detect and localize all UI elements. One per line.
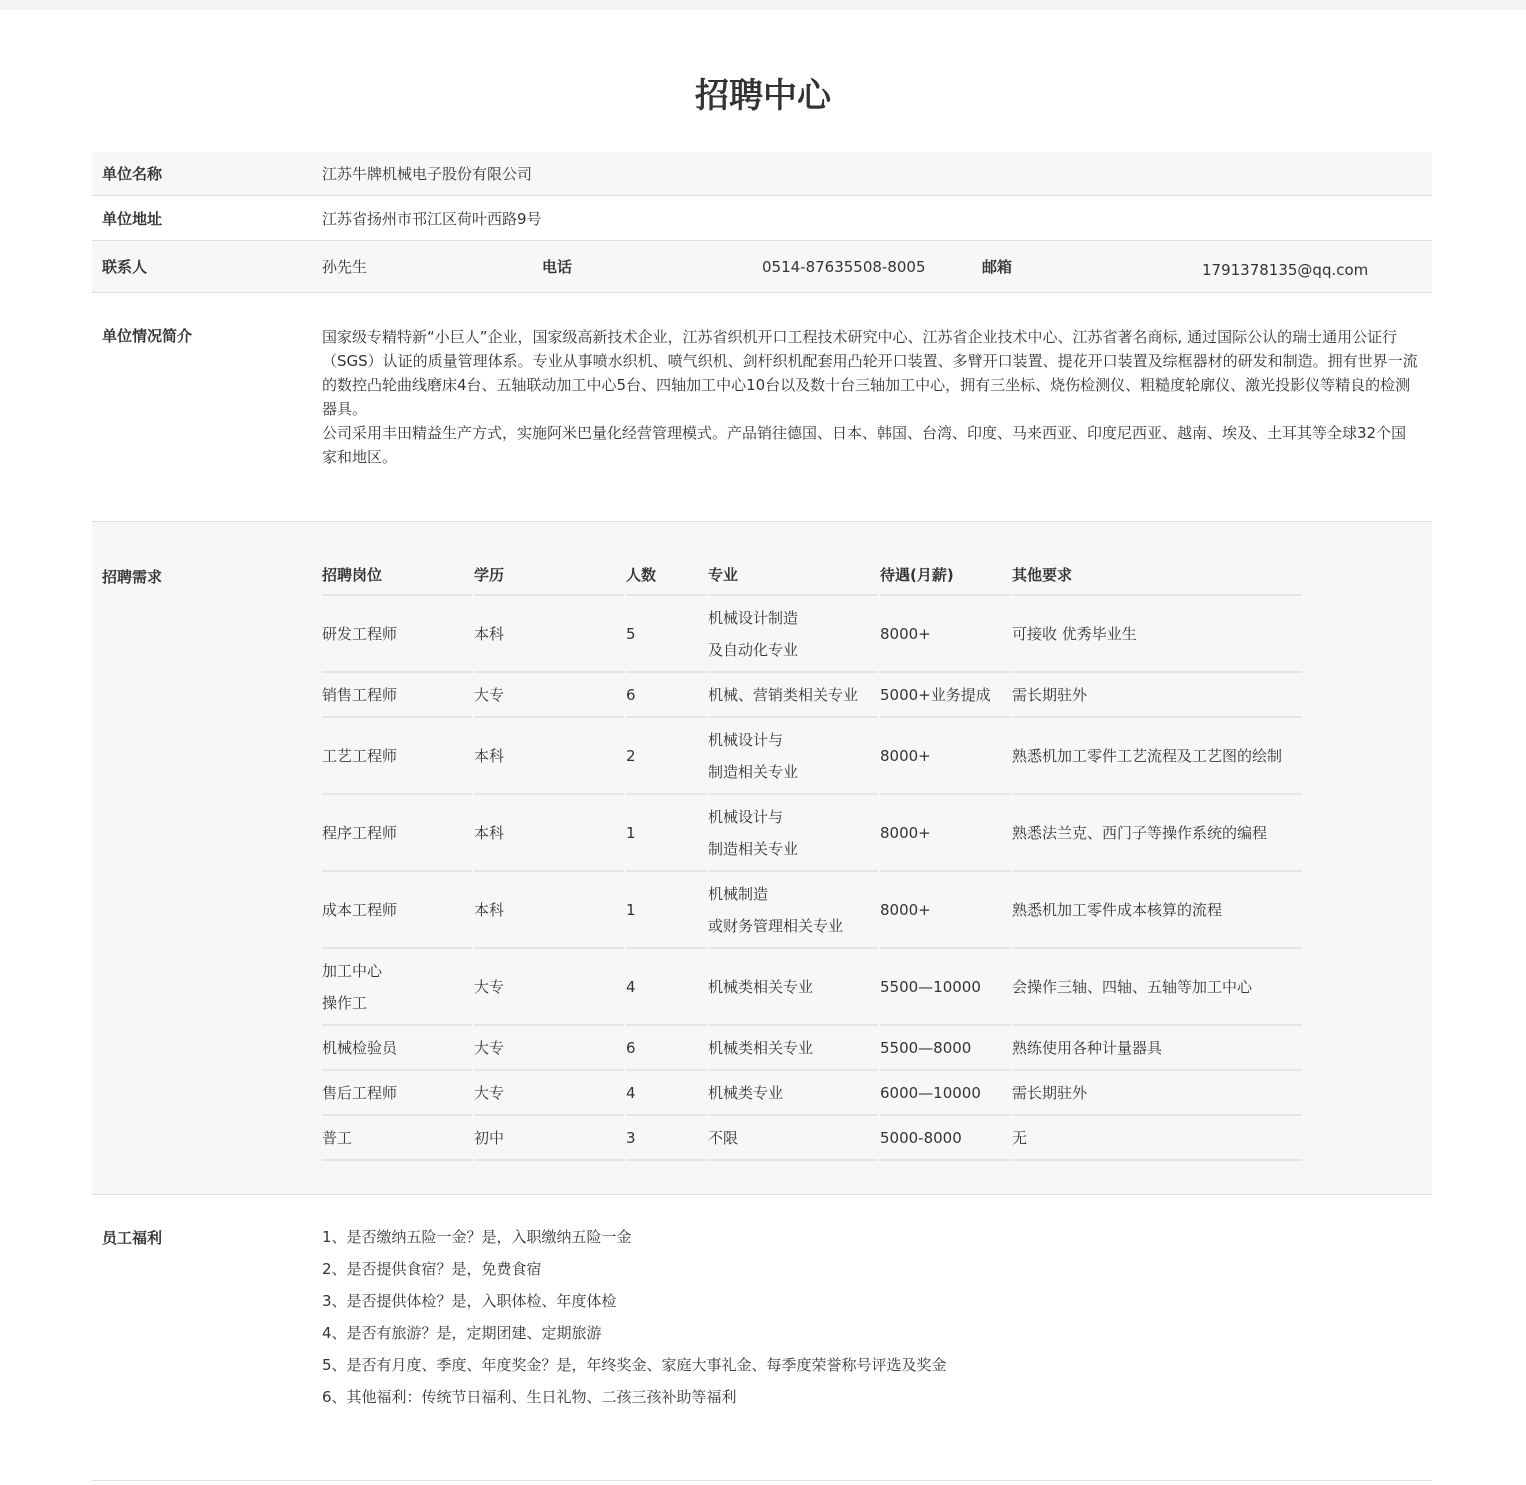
benefit-item: 5、是否有月度、季度、年度奖金？是，年终奖金、家庭大事礼金、每季度荣誉称号评选及奖金 bbox=[322, 1356, 947, 1374]
table-cell: 6 bbox=[626, 1026, 706, 1071]
table-cell: 4 bbox=[626, 1071, 706, 1116]
table-cell: 机械类专业 bbox=[708, 1071, 878, 1116]
table-cell: 5000+业务提成 bbox=[880, 673, 1010, 718]
company-name-row bbox=[92, 152, 1432, 196]
table-cell: 需长期驻外 bbox=[1012, 1071, 1302, 1116]
table-cell: 5500—8000 bbox=[880, 1026, 1010, 1071]
page-title: 招聘中心 bbox=[695, 76, 831, 116]
intro-paragraph: 国家级专精特新“小巨人”企业，国家级高新技术企业，江苏省织机开口工程技术研究中心、江苏省企业技术中心、江苏省著名商标, 通过国际公认的瑞士通用公证行（SGS）认证的质量管理体系。专业从事喷水织机、喷气织机、剑杆织机配套用凸轮开口装置、多臂开口装置、提花开口装置及综框器材的研发和制造。拥有世界一流的数控凸轮曲线磨床4台、五轴联动加工中心5台、四轴加工中心10台以及数十台三轴加工中心，拥有三坐标、烧伤检测仪、粗糙度轮廓仪、激光投影仪等精良的检测器具。 bbox=[322, 328, 1418, 418]
table-cell: 机械类相关专业 bbox=[708, 949, 878, 1026]
recruit-info bbox=[92, 152, 1432, 1481]
recruit-row bbox=[92, 522, 1432, 1195]
table-cell: 研发工程师 bbox=[322, 596, 472, 673]
table-cell: 3 bbox=[626, 1116, 706, 1161]
phone-label: 电话 bbox=[542, 258, 573, 276]
table-cell: 大专 bbox=[474, 1026, 624, 1071]
table-cell: 本科 bbox=[474, 872, 624, 949]
table-cell: 机械设计与 制造相关专业 bbox=[708, 795, 878, 872]
contact-row bbox=[92, 241, 1432, 293]
table-row bbox=[322, 596, 1302, 673]
contact-name: 孙先生 bbox=[322, 258, 368, 276]
table-row bbox=[322, 872, 1302, 949]
table-cell: 大专 bbox=[474, 673, 624, 718]
table-row bbox=[322, 949, 1302, 1026]
table-cell: 大专 bbox=[474, 949, 624, 1026]
benefits-label: 员工福利 bbox=[102, 1229, 163, 1247]
email: 1791378135@qq.com bbox=[1202, 260, 1369, 279]
table-cell: 本科 bbox=[474, 795, 624, 872]
contact-label: 联系人 bbox=[102, 258, 148, 276]
table-row bbox=[322, 1026, 1302, 1071]
table-cell: 售后工程师 bbox=[322, 1071, 472, 1116]
table-row bbox=[322, 1071, 1302, 1116]
table-row bbox=[322, 1116, 1302, 1161]
company-address-label: 单位地址 bbox=[102, 209, 163, 228]
intro-paragraph: 公司采用丰田精益生产方式，实施阿米巴量化经营管理模式。产品销往德国、日本、韩国、台湾、印度、马来西亚、印度尼西亚、越南、埃及、土耳其等全球32个国家和地区。 bbox=[322, 424, 1407, 466]
table-row bbox=[322, 718, 1302, 795]
table-cell: 本科 bbox=[474, 718, 624, 795]
table-cell: 可接收 优秀毕业生 bbox=[1012, 596, 1302, 673]
table-header: 待遇(月薪) bbox=[880, 554, 1010, 596]
benefit-item: 4、是否有旅游？是，定期团建、定期旅游 bbox=[322, 1324, 602, 1342]
table-cell: 5000-8000 bbox=[880, 1116, 1010, 1161]
table-cell: 熟悉机加工零件工艺流程及工艺图的绘制 bbox=[1012, 718, 1302, 795]
benefit-item: 2、是否提供食宿？是，免费食宿 bbox=[322, 1260, 542, 1278]
table-cell: 8000+ bbox=[880, 596, 1010, 673]
benefit-item: 6、其他福利：传统节日福利、生日礼物、二孩三孩补助等福利 bbox=[322, 1388, 737, 1406]
company-address: 江苏省扬州市邗江区荷叶西路9号 bbox=[322, 209, 542, 228]
company-name-label: 单位名称 bbox=[102, 165, 163, 183]
table-cell: 4 bbox=[626, 949, 706, 1026]
email-label: 邮箱 bbox=[982, 258, 1013, 276]
table-cell: 不限 bbox=[708, 1116, 878, 1161]
table-cell: 成本工程师 bbox=[322, 872, 472, 949]
jobs-table bbox=[320, 554, 1304, 1161]
table-cell: 1 bbox=[626, 872, 706, 949]
table-cell: 8000+ bbox=[880, 718, 1010, 795]
table-cell: 6 bbox=[626, 673, 706, 718]
recruit-label: 招聘需求 bbox=[102, 568, 163, 586]
table-header: 学历 bbox=[474, 554, 624, 596]
intro-label: 单位情况简介 bbox=[102, 327, 193, 345]
table-cell: 无 bbox=[1012, 1116, 1302, 1161]
table-cell: 工艺工程师 bbox=[322, 718, 472, 795]
table-cell: 大专 bbox=[474, 1071, 624, 1116]
phone: 0514-87635508-8005 bbox=[762, 257, 926, 276]
table-cell: 5 bbox=[626, 596, 706, 673]
table-cell: 机械检验员 bbox=[322, 1026, 472, 1071]
table-cell: 机械设计制造 及自动化专业 bbox=[708, 596, 878, 673]
benefit-item: 3、是否提供体检？是，入职体检、年度体检 bbox=[322, 1292, 617, 1310]
table-cell: 本科 bbox=[474, 596, 624, 673]
table-cell: 2 bbox=[626, 718, 706, 795]
table-cell: 8000+ bbox=[880, 795, 1010, 872]
company-name: 江苏牛牌机械电子股份有限公司 bbox=[322, 165, 533, 183]
table-cell: 熟悉法兰克、西门子等操作系统的编程 bbox=[1012, 795, 1302, 872]
benefits-row bbox=[92, 1195, 1432, 1481]
table-header: 专业 bbox=[708, 554, 878, 596]
table-cell: 6000—10000 bbox=[880, 1071, 1010, 1116]
table-header: 招聘岗位 bbox=[322, 554, 472, 596]
table-cell: 机械类相关专业 bbox=[708, 1026, 878, 1071]
intro-row bbox=[92, 293, 1432, 522]
table-cell: 初中 bbox=[474, 1116, 624, 1161]
benefit-item: 1、是否缴纳五险一金？是，入职缴纳五险一金 bbox=[322, 1228, 632, 1246]
table-cell: 机械、营销类相关专业 bbox=[708, 673, 878, 718]
table-cell: 机械设计与 制造相关专业 bbox=[708, 718, 878, 795]
table-cell: 加工中心 操作工 bbox=[322, 949, 472, 1026]
table-cell: 5500—10000 bbox=[880, 949, 1010, 1026]
table-cell: 1 bbox=[626, 795, 706, 872]
table-header: 其他要求 bbox=[1012, 554, 1302, 596]
table-cell: 需长期驻外 bbox=[1012, 673, 1302, 718]
company-address-row bbox=[92, 196, 1432, 241]
table-cell: 销售工程师 bbox=[322, 673, 472, 718]
table-row bbox=[322, 673, 1302, 718]
table-cell: 机械制造 或财务管理相关专业 bbox=[708, 872, 878, 949]
table-header: 人数 bbox=[626, 554, 706, 596]
table-cell: 普工 bbox=[322, 1116, 472, 1161]
table-cell: 会操作三轴、四轴、五轴等加工中心 bbox=[1012, 949, 1302, 1026]
table-row bbox=[322, 795, 1302, 872]
table-cell: 8000+ bbox=[880, 872, 1010, 949]
table-cell: 熟练使用各种计量器具 bbox=[1012, 1026, 1302, 1071]
table-cell: 熟悉机加工零件成本核算的流程 bbox=[1012, 872, 1302, 949]
table-cell: 程序工程师 bbox=[322, 795, 472, 872]
